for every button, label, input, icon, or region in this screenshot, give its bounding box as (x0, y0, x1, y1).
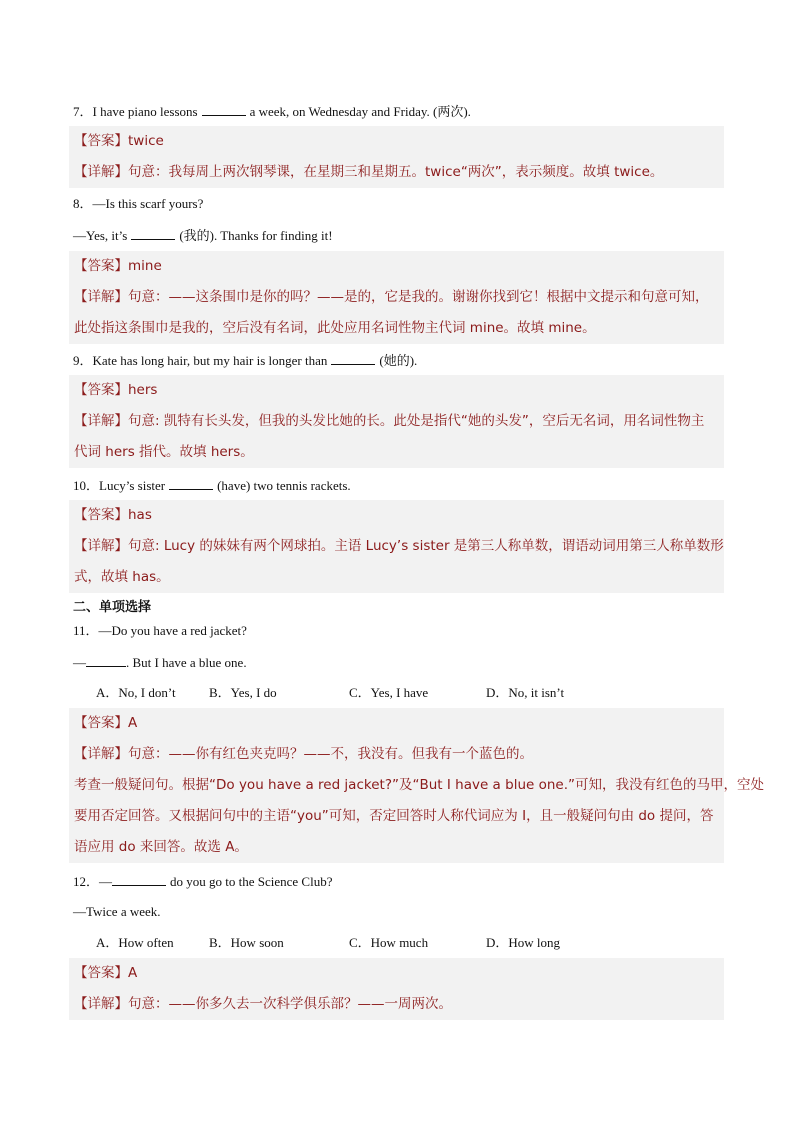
question-text: I have piano lessons (92, 104, 198, 119)
question-text: (have) two tennis rackets. (217, 478, 351, 493)
answer-tag: 【答案】 (74, 133, 128, 149)
question-11-reply: — . But I have a blue one. (73, 655, 247, 670)
question-number: 11． (73, 623, 99, 638)
question-number: 7． (73, 104, 93, 119)
detail-line: 要用否定回答。又根据问句中的主语“you”可知，否定回答时人称代词应为 I，且一般疑问句由 do 提问，答 (74, 808, 714, 824)
answer-tag: 【答案】 (74, 965, 128, 981)
question-text: Kate has long hair, but my hair is longer than (92, 353, 328, 368)
question-number: 10． (73, 478, 100, 493)
detail-tag: 【详解】 (74, 413, 128, 429)
answer-box-q8 (69, 251, 724, 344)
detail-text: 句意：——你多久去一次科学俱乐部？——一周两次。 (128, 996, 452, 1012)
detail-tag: 【详解】 (74, 164, 128, 180)
detail-text: 句意: 凯特有长头发，但我的头发比她的长。此处是指代“她的头发”，空后无名词，用名词性物主 (128, 413, 705, 429)
question-12-reply: —Twice a week. (73, 904, 161, 919)
question-12: 12．— do you go to the Science Club? (73, 874, 333, 889)
question-7 (73, 103, 471, 120)
answer-value: twice (128, 133, 164, 149)
detail-line (74, 746, 533, 762)
detail-line (74, 164, 663, 180)
option-a: A．How often (96, 935, 174, 950)
option-a: A．No, I don’t (96, 685, 176, 700)
answer-line (74, 133, 164, 149)
answer-tag: 【答案】 (74, 258, 128, 274)
detail-line (74, 289, 709, 305)
question-text: do you go to the Science Club? (170, 874, 333, 889)
question-text: . But I have a blue one. (126, 655, 247, 670)
answer-tag: 【答案】 (74, 507, 128, 523)
question-text: —Is this scarf yours? (92, 196, 204, 211)
detail-line: 式，故填 has。 (74, 569, 170, 585)
detail-line (74, 538, 724, 554)
detail-tag: 【详解】 (74, 746, 128, 762)
question-text: a week, on Wednesday and Friday. (两次). (249, 104, 471, 119)
question-10 (73, 477, 351, 494)
answer-value: hers (128, 382, 158, 398)
question-number: 8． (73, 196, 93, 211)
answer-tag: 【答案】 (74, 715, 128, 731)
answer-blank (169, 477, 213, 490)
option-d: D．How long (486, 935, 561, 950)
detail-tag: 【详解】 (74, 538, 128, 554)
detail-text: 句意：我每周上两次钢琴课，在星期三和星期五。twice“两次”，表示频度。故填 twice。 (128, 164, 664, 180)
answer-value: mine (128, 258, 162, 274)
answer-blank (112, 873, 166, 886)
question-11 (73, 623, 247, 639)
answer-box-q12 (69, 958, 724, 1020)
answer-line (74, 507, 152, 523)
option-b: B．Yes, I do (209, 685, 277, 700)
option-c: C．Yes, I have (349, 685, 429, 700)
answer-line (74, 258, 162, 274)
detail-text: 句意: Lucy 的妹妹有两个网球拍。主语 Lucy’s sister 是第三人称单数，谓语动词用第三人称单数形 (128, 538, 724, 554)
detail-line (74, 413, 704, 429)
question-text: —Yes, it’s (73, 228, 128, 243)
question-8-reply (73, 227, 333, 244)
answer-blank (131, 227, 175, 240)
answer-box-q9 (69, 375, 724, 468)
answer-blank (202, 103, 246, 116)
answer-box-q10 (69, 500, 724, 593)
detail-line: 考查一般疑问句。根据“Do you have a red jacket?”及“But I have a blue one.”可知，我没有红色的马甲，空处 (74, 777, 765, 793)
answer-blank (86, 654, 126, 667)
detail-text: 句意：——这条围巾是你的吗？——是的，它是我的。谢谢你找到它！根据中文提示和句意可知， (128, 289, 709, 305)
detail-tag: 【详解】 (74, 289, 128, 305)
answer-value: A (128, 715, 138, 731)
answer-line (74, 715, 137, 731)
detail-line: 此处指这条围巾是我的，空后没有名词，此处应用名词性物主代词 mine。故填 mine。 (74, 320, 596, 336)
answer-value: has (128, 507, 152, 523)
question-9 (73, 352, 417, 369)
question-text: Lucy’s sister (99, 478, 166, 493)
detail-line (74, 996, 452, 1012)
detail-tag: 【详解】 (74, 996, 128, 1012)
question-text: (我的). Thanks for finding it! (179, 228, 333, 243)
answer-line (74, 382, 157, 398)
detail-line: 语应用 do 来回答。故选 A。 (74, 839, 248, 855)
answer-line (74, 965, 137, 981)
answer-value: A (128, 965, 138, 981)
detail-text: 句意：——你有红色夹克吗？——不，我没有。但我有一个蓝色的。 (128, 746, 533, 762)
question-number: 9． (73, 353, 93, 368)
detail-line: 代词 hers 指代。故填 hers。 (74, 444, 254, 460)
question-text: (她的). (379, 353, 418, 368)
question-text: —Do you have a red jacket? (98, 623, 247, 638)
answer-blank (331, 352, 375, 365)
option-c: C．How much (349, 935, 429, 950)
answer-box-q11 (69, 708, 765, 863)
option-d: D．No, it isn’t (486, 685, 565, 700)
answer-tag: 【答案】 (74, 382, 128, 398)
answer-box-q7 (69, 126, 724, 188)
question-number: 12． (73, 874, 100, 889)
question-8 (73, 196, 203, 212)
option-b: B．How soon (209, 935, 284, 950)
section-heading: 二、单项选择 (73, 600, 152, 615)
